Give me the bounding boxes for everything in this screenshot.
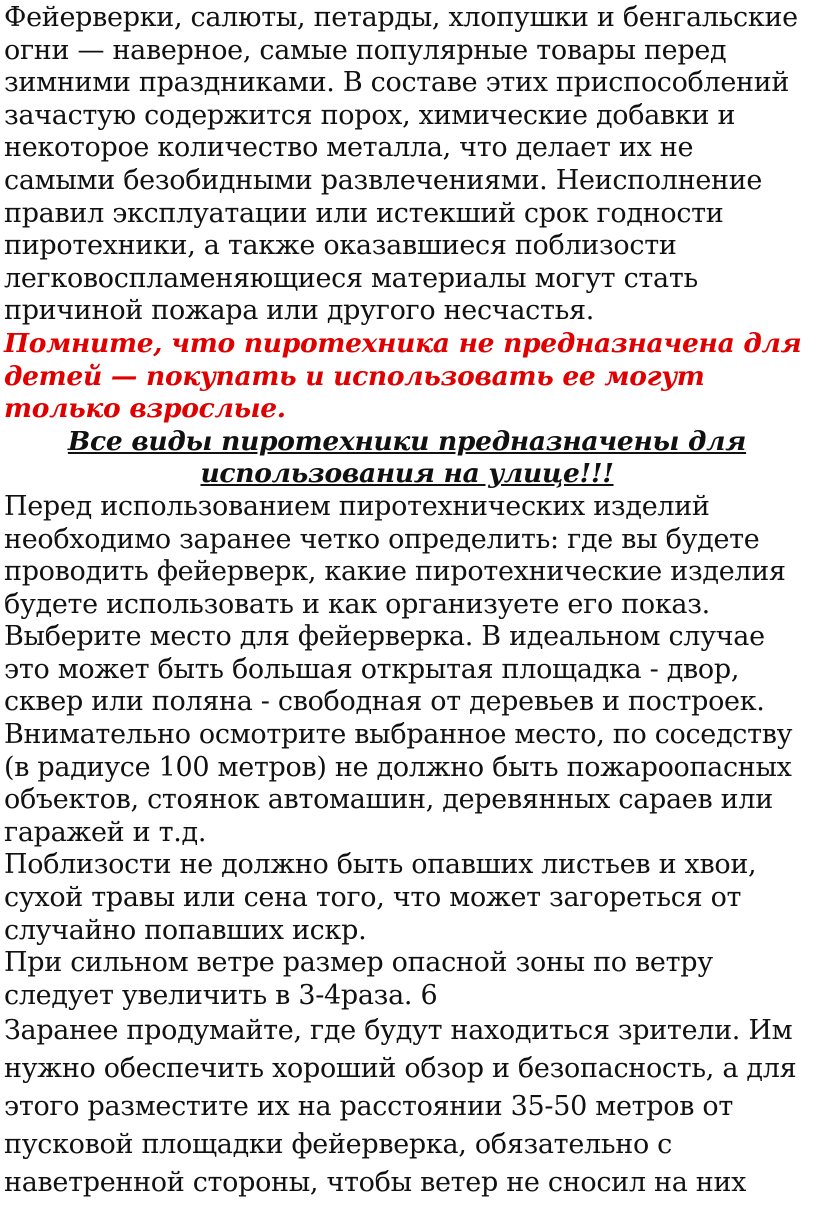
planning-paragraph: Перед использованием пиротехнических изделий необходимо заранее четко определить: где вы будете проводить фейерверк, какие пиротехнические изделия будете использовать и как организуете его показ. (4, 490, 786, 620)
children-warning: Помните, что пиротехника не предназначена для детей — покупать и использовать ее могут только взрослые. (4, 327, 802, 425)
debris-paragraph: Поблизости не должно быть опавших листьев и хвои, сухой травы или сена того, что может загореться от случайно попавших искр. (4, 849, 757, 946)
wind-paragraph: При сильном ветре размер опасной зоны по ветру следует увеличить в 3-4раза. 6 (4, 947, 713, 1011)
inspection-paragraph: Внимательно осмотрите выбранное место, по соседству (в радиусе 100 метров) не должно быть пожароопасных объектов, стоянок автомашин, деревянных сараев или гаражей и т.д. (4, 719, 793, 848)
spectators-paragraph: Заранее продумайте, где будут находиться зрители. Им нужно обеспечить хороший обзор и безопасность, а для этого разместите их на расстоянии 35-50 метров от пусковой площадки фейерверка, обязательно с наветренной стороны, чтобы ветер не сносил на них (4, 1015, 797, 1199)
intro-paragraph: Фейерверки, салюты, петарды, хлопушки и бенгальские огни — наверное, самые популярные товары перед зимними праздниками. В составе этих приспособлений зачастую содержится порох, химические добавки и некоторое количество металла, что делает их не самыми безобидными развлечениями. Неисполнение правил эксплуатации или истекший срок годности пиротехники, а также оказавшиеся поблизости легковоспламеняющиеся материалы могут стать причиной пожара или другого несчастья. (4, 2, 798, 327)
location-paragraph: Выберите место для фейерверка. В идеальном случае это может быть большая открытая площадка - двор, сквер или поляна - свободная от деревьев и построек. (4, 621, 765, 718)
outdoor-use-notice: Все виды пиротехники предназначены для использования на улице!!! (67, 425, 747, 490)
